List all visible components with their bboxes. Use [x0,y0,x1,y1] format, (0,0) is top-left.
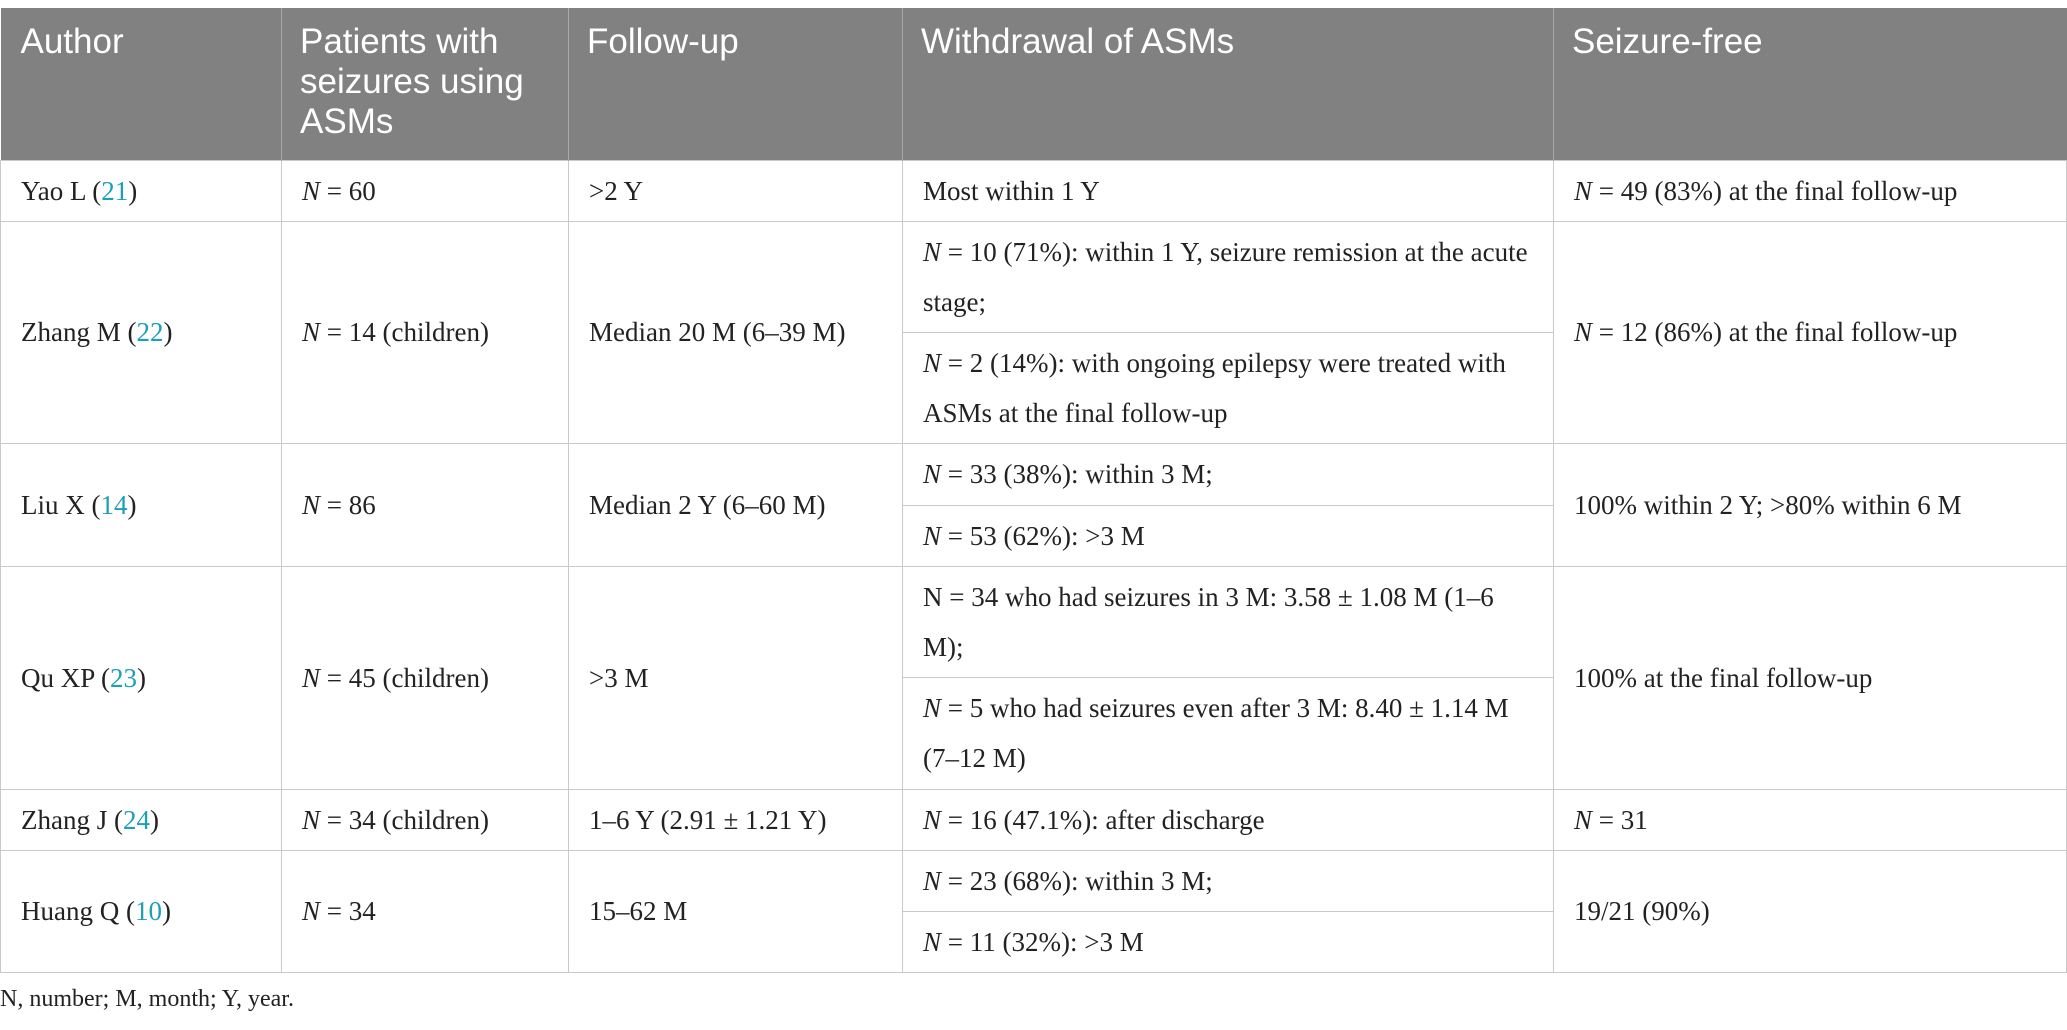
withdrawal-cell: N = 16 (47.1%): after discharge [903,789,1554,850]
followup-cell: Median 20 M (6–39 M) [569,221,903,443]
patients-cell: N = 60 [282,160,569,221]
header-author: Author [1,8,282,160]
author-cell: Qu XP (23) [1,566,282,789]
author-cell: Zhang J (24) [1,789,282,850]
reference-link[interactable]: 10 [134,896,162,926]
seizure-free-cell: 100% within 2 Y; >80% within 6 M [1554,443,2067,566]
author-cell: Zhang M (22) [1,221,282,443]
followup-cell: 15–62 M [569,850,903,972]
seizure-free-cell: 100% at the final follow-up [1554,566,2067,789]
patients-cell: N = 86 [282,443,569,566]
seizure-free-cell: N = 12 (86%) at the final follow-up [1554,221,2067,443]
author-cell: Huang Q (10) [1,850,282,972]
withdrawal-cell: N = 23 (68%): within 3 M; [903,850,1554,911]
followup-cell: >3 M [569,566,903,789]
withdrawal-cell: N = 10 (71%): within 1 Y, seizure remission at the acute stage; [903,221,1554,332]
patients-cell: N = 34 [282,850,569,972]
header-row [1,8,2067,160]
table-row [1,221,2067,332]
author-name: Qu XP [21,662,95,693]
withdrawal-cell: N = 33 (38%): within 3 M; [903,443,1554,505]
table-header [1,8,2067,160]
header-withdrawal: Withdrawal of ASMs [903,8,1554,160]
seizure-free-cell: N = 49 (83%) at the final follow-up [1554,160,2067,221]
table-footnote: N, number; M, month; Y, year. [0,986,294,1012]
header-patients: Patients with seizures using ASMs [282,8,569,160]
patients-cell: N = 45 (children) [282,566,569,789]
author-name: Huang Q [21,896,120,926]
withdrawal-cell: Most within 1 Y [903,160,1554,221]
author-name: Zhang J [21,804,108,835]
table-row [1,443,2067,505]
author-cell: Yao L (21) [1,160,282,221]
reference-link[interactable]: 14 [100,489,128,520]
author-name: Liu X [21,489,85,520]
patients-cell: N = 14 (children) [282,221,569,443]
followup-cell: 1–6 Y (2.91 ± 1.21 Y) [569,789,903,850]
reference-link[interactable]: 23 [110,662,138,693]
table-row [1,850,2067,911]
patients-cell: N = 34 (children) [282,789,569,850]
author-name: Zhang M [21,317,121,347]
seizure-free-cell: 19/21 (90%) [1554,850,2067,972]
table-row [1,160,2067,221]
reference-link[interactable]: 22 [136,317,164,347]
reference-link[interactable]: 21 [101,175,129,206]
withdrawal-cell: N = 11 (32%): >3 M [903,911,1554,972]
data-table [0,8,2067,973]
reference-link[interactable]: 24 [122,804,150,835]
withdrawal-cell: N = 34 who had seizures in 3 M: 3.58 ± 1.08 M (1–6 M); [903,566,1554,677]
author-cell: Liu X (14) [1,443,282,566]
seizure-free-cell: N = 31 [1554,789,2067,850]
header-seizure-free: Seizure-free [1554,8,2067,160]
table-row [1,566,2067,677]
followup-cell: Median 2 Y (6–60 M) [569,443,903,566]
followup-cell: >2 Y [569,160,903,221]
withdrawal-cell: N = 2 (14%): with ongoing epilepsy were treated with ASMs at the final follow-up [903,332,1554,443]
author-name: Yao L [21,175,86,206]
header-followup: Follow-up [569,8,903,160]
withdrawal-cell: N = 53 (62%): >3 M [903,505,1554,566]
table-body [1,160,2067,972]
withdrawal-cell: N = 5 who had seizures even after 3 M: 8.40 ± 1.14 M (7–12 M) [903,677,1554,789]
table-row [1,789,2067,850]
